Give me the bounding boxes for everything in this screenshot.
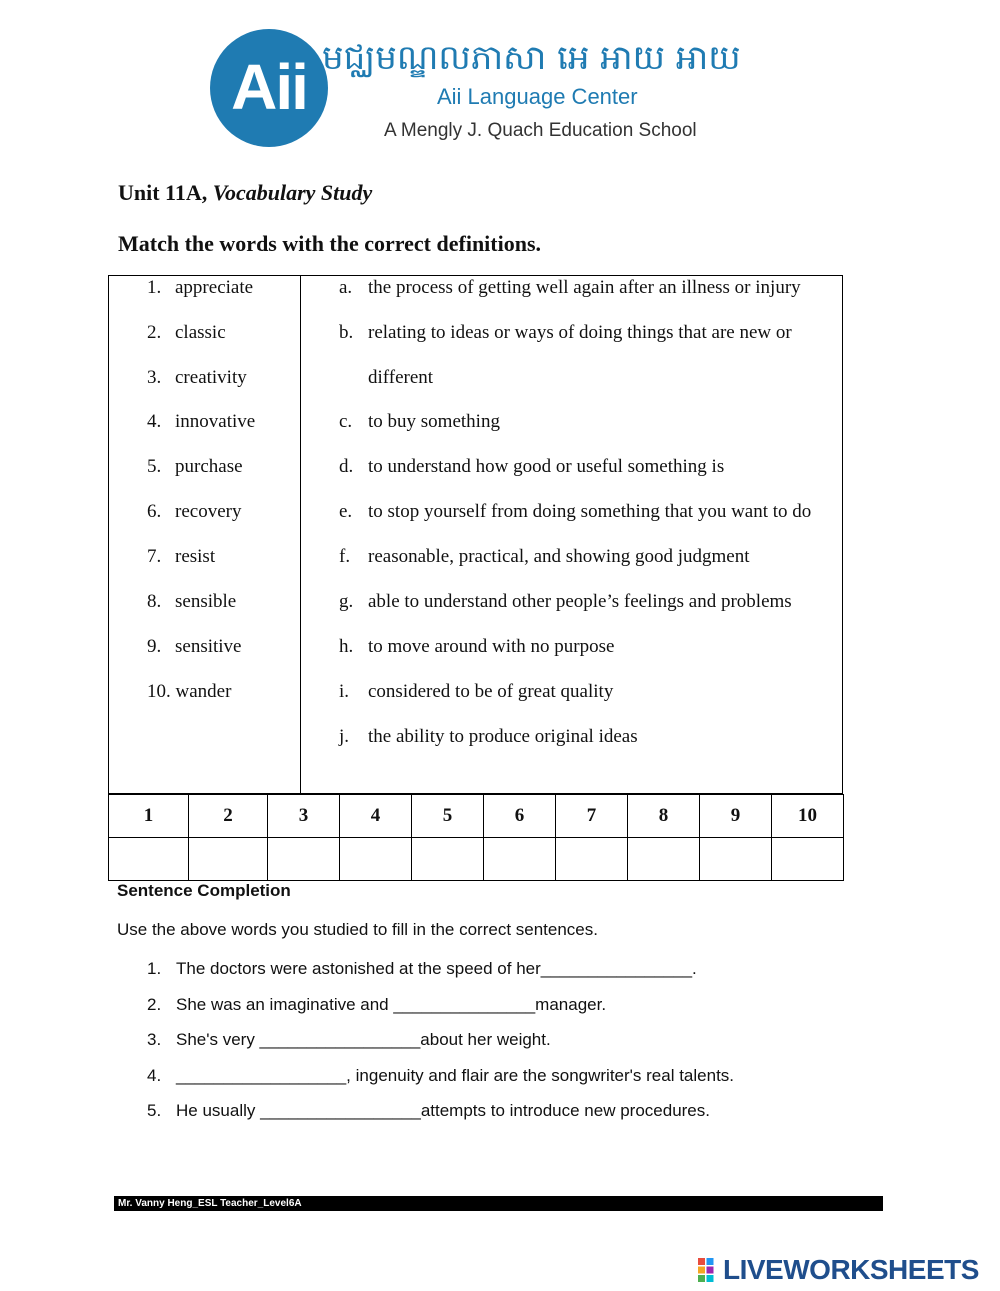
word-number: 6. xyxy=(147,501,162,522)
sentence-item xyxy=(147,995,606,1015)
definition-letter: h. xyxy=(339,636,354,657)
definition-item xyxy=(339,410,500,434)
answer-cell-8[interactable] xyxy=(628,838,700,881)
word-item xyxy=(147,590,236,614)
answer-cell-2[interactable] xyxy=(189,838,268,881)
word-item xyxy=(147,455,243,479)
word-text: resist xyxy=(175,546,216,567)
answer-cell-9[interactable] xyxy=(700,838,772,881)
definition-text: considered to be of great quality xyxy=(368,681,614,702)
answer-cell-10[interactable] xyxy=(772,838,844,881)
definition-letter: c. xyxy=(339,411,353,432)
column-divider xyxy=(300,275,301,794)
word-item xyxy=(147,366,247,390)
definition-text: reasonable, practical, and showing good judgment xyxy=(368,546,750,567)
vocabulary-box xyxy=(108,275,843,794)
word-number: 7. xyxy=(147,546,162,567)
footer-bar: Mr. Vanny Heng_ESL Teacher_Level6A xyxy=(114,1196,883,1211)
definition-text: able to understand other people’s feelings and problems xyxy=(368,591,792,612)
sentence-item xyxy=(147,1030,551,1050)
word-item xyxy=(147,276,253,300)
word-item xyxy=(147,410,255,434)
unit-subtitle: Vocabulary Study xyxy=(212,180,373,205)
definition-item xyxy=(339,725,638,749)
sentence-item xyxy=(147,1066,734,1086)
word-text: wander xyxy=(175,681,232,702)
unit-title xyxy=(118,180,372,206)
answer-cell-6[interactable] xyxy=(484,838,556,881)
definition-text: the process of getting well again after an illness or injury xyxy=(368,277,801,298)
definition-letter: g. xyxy=(339,591,354,612)
definition-text: the ability to produce original ideas xyxy=(368,726,638,747)
answer-header-cell: 7 xyxy=(556,795,628,838)
match-instruction: Match the words with the correct definitions. xyxy=(118,231,542,256)
sentence-completion-title: Sentence Completion xyxy=(117,881,291,900)
definition-item xyxy=(339,366,433,390)
sentence-item xyxy=(147,1101,710,1121)
word-text: innovative xyxy=(175,411,256,432)
answer-cell-4[interactable] xyxy=(340,838,412,881)
liveworksheets-brand-text: LIVEWORKSHEETS xyxy=(723,1254,979,1285)
definition-text: to buy something xyxy=(368,411,500,432)
definition-item xyxy=(339,635,614,659)
definition-item xyxy=(339,590,792,614)
answer-header-cell: 2 xyxy=(189,795,268,838)
answer-header-cell: 10 xyxy=(772,795,844,838)
khmer-school-title: មជ្ឈមណ្ឌលភាសា អេ អាយ អាយ xyxy=(322,38,741,78)
definition-item xyxy=(339,680,613,704)
definition-item xyxy=(339,321,792,345)
sentence-text: The doctors were astonished at the speed of her________________. xyxy=(176,959,697,978)
word-item xyxy=(147,500,241,524)
answer-header-cell: 5 xyxy=(412,795,484,838)
definition-text: to stop yourself from doing something that you want to do xyxy=(368,501,812,522)
answer-cell-3[interactable] xyxy=(268,838,340,881)
unit-prefix: Unit 11A, xyxy=(118,180,213,205)
answer-header-cell: 6 xyxy=(484,795,556,838)
definition-letter: j. xyxy=(339,726,350,747)
word-text: sensitive xyxy=(175,636,242,657)
sentence-number: 3. xyxy=(147,1030,162,1049)
sentence-text: He usually _________________attempts to introduce new procedures. xyxy=(176,1101,710,1120)
word-text: recovery xyxy=(175,501,242,522)
word-number: 9. xyxy=(147,636,162,657)
definition-item xyxy=(339,276,801,300)
liveworksheets-logo-icon xyxy=(698,1258,722,1282)
sentence-text: She was an imaginative and _______________manager. xyxy=(176,995,607,1014)
school-name: A Mengly J. Quach Education School xyxy=(384,120,697,141)
answer-header-cell: 4 xyxy=(340,795,412,838)
word-text: classic xyxy=(175,322,226,343)
word-number: 10. xyxy=(147,681,171,702)
word-text: purchase xyxy=(175,456,243,477)
definition-item xyxy=(339,500,811,524)
definition-letter: a. xyxy=(339,277,353,298)
definition-item xyxy=(339,455,724,479)
answer-header-cell: 9 xyxy=(700,795,772,838)
sentence-number: 4. xyxy=(147,1066,162,1085)
word-text: sensible xyxy=(175,591,237,612)
word-number: 1. xyxy=(147,277,162,298)
definition-text: relating to ideas or ways of doing things that are new or xyxy=(368,322,792,343)
answer-cell-7[interactable] xyxy=(556,838,628,881)
sentence-text: __________________, ingenuity and flair are the songwriter's real talents. xyxy=(176,1066,735,1085)
answer-cell-5[interactable] xyxy=(412,838,484,881)
answer-cell-1[interactable] xyxy=(109,838,189,881)
definition-letter: i. xyxy=(339,681,350,702)
definition-letter: b. xyxy=(339,322,354,343)
definition-text: different xyxy=(368,367,434,388)
sentence-number: 5. xyxy=(147,1101,162,1120)
sentence-text: She's very _________________about her weight. xyxy=(176,1030,551,1049)
word-number: 5. xyxy=(147,456,162,477)
word-number: 8. xyxy=(147,591,162,612)
definition-text: to move around with no purpose xyxy=(368,636,615,657)
word-text: appreciate xyxy=(175,277,254,298)
answer-header-row xyxy=(109,795,844,838)
word-number: 3. xyxy=(147,367,162,388)
word-number: 2. xyxy=(147,322,162,343)
answer-header-cell: 3 xyxy=(268,795,340,838)
word-text: creativity xyxy=(175,367,247,388)
answer-input-row xyxy=(109,838,844,881)
word-item xyxy=(147,545,215,569)
center-name: Aii Language Center xyxy=(437,84,638,109)
definition-text: to understand how good or useful something is xyxy=(368,456,725,477)
sentence-item xyxy=(147,959,697,979)
word-item xyxy=(147,321,226,345)
definition-letter: d. xyxy=(339,456,354,477)
logo-letters: Aii xyxy=(231,51,307,123)
answer-header-cell: 1 xyxy=(109,795,189,838)
word-item xyxy=(147,680,231,704)
word-item xyxy=(147,635,242,659)
sentence-number: 2. xyxy=(147,995,162,1014)
definition-item xyxy=(339,545,749,569)
definition-letter: f. xyxy=(339,546,351,567)
sentence-number: 1. xyxy=(147,959,162,978)
word-number: 4. xyxy=(147,411,162,432)
answer-grid xyxy=(108,794,844,881)
definition-letter: e. xyxy=(339,501,353,522)
sentence-completion-instruction: Use the above words you studied to fill in the correct sentences. xyxy=(117,920,598,939)
answer-header-cell: 8 xyxy=(628,795,700,838)
